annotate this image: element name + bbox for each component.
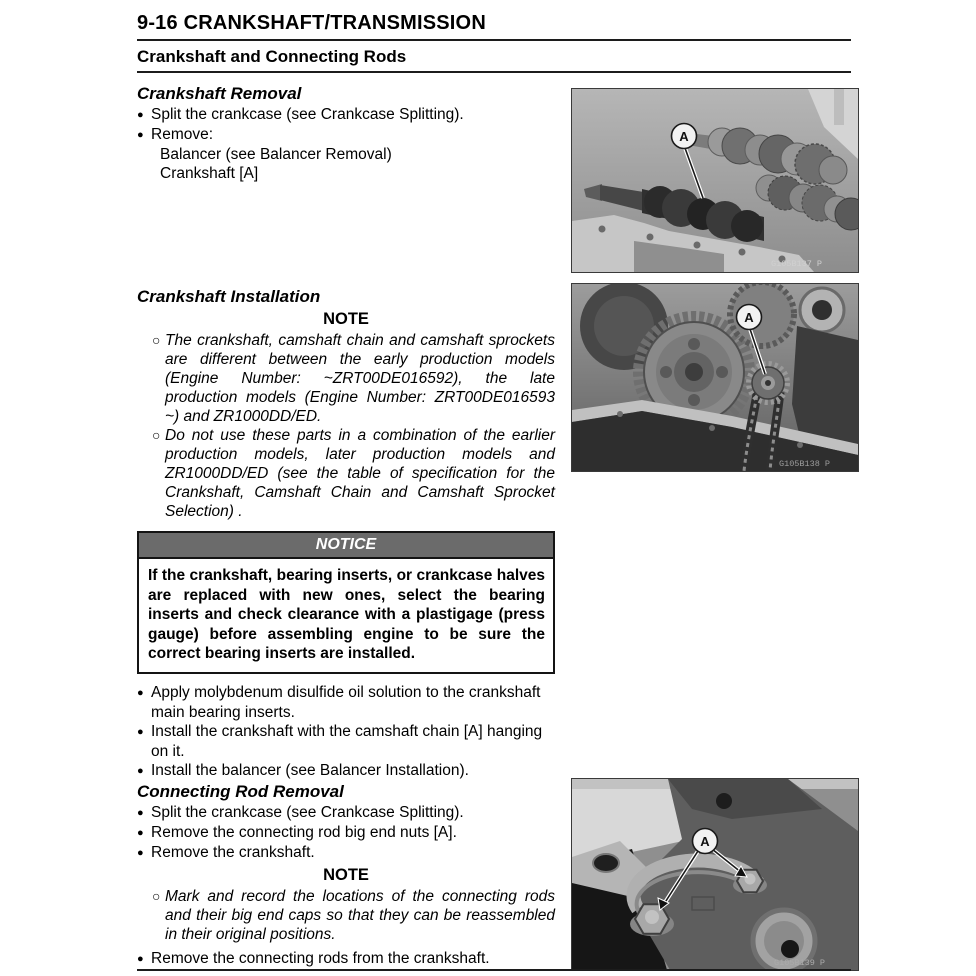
connecting-rod-removal-title: Connecting Rod Removal [137,782,344,801]
crankshaft-photo-illustration [572,89,858,272]
procedure-step [137,761,555,781]
installation-photo-illustration [572,284,858,471]
bullet-icon: ● [137,847,144,859]
notice-label: NOTICE [139,533,553,559]
note-text: The crankshaft, camshaft chain and camshaft sprockets are different between the early production models (Engine Number: ~ZRT00DE016592), the late production models (Engine Number: ZRT00DE016593 ~) and ZR1000DD/ED. [165,332,555,425]
step-text: Remove the crankshaft. [151,844,315,861]
photo-watermark: G105B138 P [779,459,831,469]
bullet-icon: ● [137,953,144,965]
crankshaft-removal-title: Crankshaft Removal [137,84,302,103]
procedure-step [137,823,555,843]
bullet-icon: ● [137,725,144,738]
removal-sub-item: Crankshaft [A] [160,165,259,182]
crankshaft-installation-section [137,286,555,781]
step-text: Split the crankcase (see Crankcase Splitting). [151,804,464,821]
balancer-hub [594,296,654,356]
photo-watermark: G105B139 P [774,958,826,968]
note-circle-icon: ○ [152,427,161,443]
connecting-rod-photo-illustration [572,779,858,970]
step-text: Install the balancer (see Balancer Installation). [151,761,469,779]
bullet-icon: ● [137,827,144,839]
figure-crankshaft-installation-photo [571,283,859,472]
note-heading: NOTE [323,310,369,328]
procedure-step [137,125,555,145]
procedure-step [137,949,555,969]
procedure-step [137,803,555,823]
procedure-step [137,683,555,722]
gasket-hole [709,425,715,431]
note-text: Mark and record the locations of the connecting rods and their big end caps so that they can be reassembled in their original positions. [165,888,555,943]
callout-label: A [679,129,689,144]
step-text: Apply molybdenum disulfide oil solution to the crankshaft main bearing inserts. [151,683,541,721]
gasket-hole [797,442,803,448]
crankshaft-installation-title: Crankshaft Installation [137,287,321,306]
crankshaft-removal-section [137,83,555,183]
photo-watermark: G105B137 P [771,259,823,269]
page-header [137,11,851,73]
procedure-step [137,843,555,863]
step-text: Remove: [151,126,214,143]
note-circle-icon: ○ [152,888,161,904]
note-item [137,426,555,521]
bullet-icon: ● [137,129,144,141]
note-item [137,887,555,944]
connecting-rod-removal-section [137,781,555,969]
bullet-icon: ● [137,807,144,819]
bullet-icon: ● [137,109,144,121]
notice-box [137,531,555,674]
step-text: Remove the connecting rods from the crankshaft. [151,950,490,967]
note-heading: NOTE [323,866,369,884]
procedure-step [137,722,555,761]
callout-label: A [700,834,710,849]
bullet-icon: ● [137,686,144,699]
note-text: Do not use these parts in a combination of the earlier production models, later production models and ZR1000DD/ED (see the table of specification for the Crankshaft, Camshaft Chain and Camshaft Sprocket Selection) . [165,427,555,520]
figure-connecting-rod-photo [571,778,859,971]
removal-sub-item: Balancer (see Balancer Removal) [160,146,392,163]
procedure-step [137,105,555,125]
note-item [137,331,555,426]
chapter-section-title: Crankshaft and Connecting Rods [137,47,407,66]
bearing-bore [812,300,832,320]
gasket-hole [617,411,623,417]
callout-label: A [744,310,754,325]
note-circle-icon: ○ [152,332,161,348]
camshaft-chain-sprocket [749,364,787,402]
step-text: Split the crankcase (see Crankcase Splitting). [151,106,464,123]
page-bottom-rule [137,969,851,971]
step-text: Install the crankshaft with the camshaft chain [A] hanging on it. [151,722,543,760]
notice-body: If the crankshaft, bearing inserts, or crankcase halves are replaced with new ones, select the bearing inserts and check clearance with a plastigage (press gauge) before assembling engine to be sure the correct bearing inserts are installed. [148,567,545,662]
bullet-icon: ● [137,764,144,777]
step-text: Remove the connecting rod big end nuts [A]. [151,824,457,841]
header-rule [137,39,851,41]
section-rule [137,71,851,73]
background-rod [834,89,844,125]
page-title: 9-16 CRANKSHAFT/TRANSMISSION [137,12,486,34]
figure-crankshaft-removal-photo [571,88,859,273]
